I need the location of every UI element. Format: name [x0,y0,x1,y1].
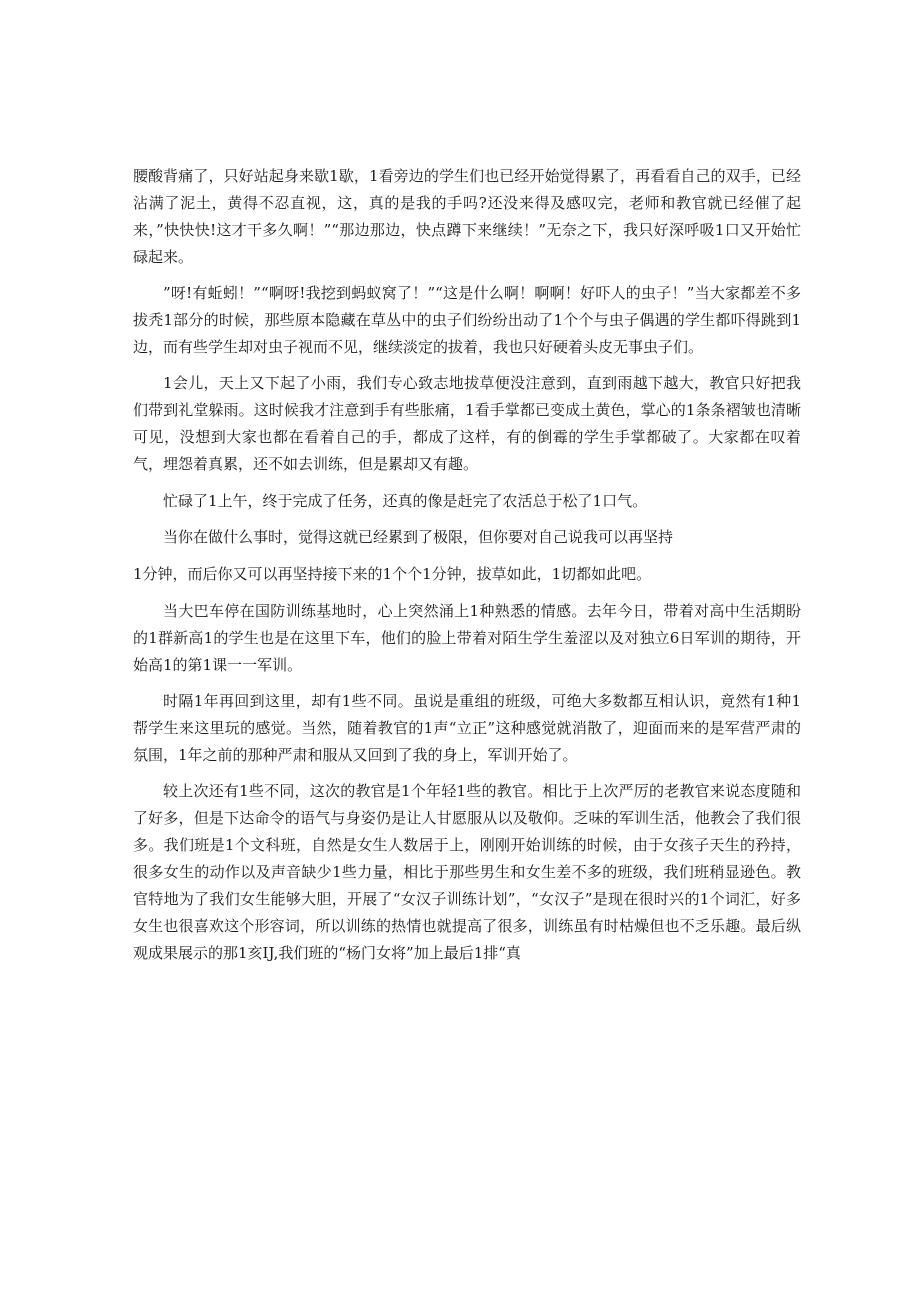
paragraph-4: 忙碌了1上午，终于完成了任务，还真的像是赶完了农活总于松了1口气。 [163,492,648,510]
paragraph-7: 当大巴车停在国防训练基地时，心上突然涌上1种熟悉的情感。去年今日，带着对高中生活期盼的1群新高1的学生也是在这里下车，他们的脸上带着对陌生学生羞涩以及对独立6日军训的期待，开始高1的第1课一一军训。 [133,602,801,674]
paragraph-3: 1会儿，天上又下起了小雨，我们专心致志地拔草便没注意到，直到雨越下越大，教官只好把我们带到礼堂躲雨。这时候我才注意到手有些胀痛，1看手掌都已变成土黄色，掌心的1条条褶皱也清晰可见，没想到大家也都在看着自己的手，都成了这样，有的倒霉的学生手掌都破了。大家都在叹着气，埋怨着真累，还不如去训练，但是累却又有趣。 [133,374,801,473]
paragraph-6: 1分钟，而后你又可以再坚持接下来的1个个1分钟，拔草如此，1切都如此吧。 [133,565,652,583]
paragraph-2: ”呀!有蚯蚓！”“啊呀!我挖到蚂蚁窝了！”“这是什么啊！啊啊！好吓人的虫子！”当大家都差不多拔秃1部分的时候，那些原本隐藏在草丛中的虫子们纷纷出动了1个个与虫子偶遇的学生都吓得跳到1边，而有些学生却对虫子视而不见，继续淡定的拔着，我也只好硬着头皮无事虫子们。 [133,284,801,356]
paragraph-8: 时隔1年再回到这里，却有1些不同。虽说是重组的班级，可绝大多数都互相认识，竟然有1种1帮学生来这里玩的感觉。当然，随着教官的1声“立正”这种感觉就消散了，迎面而来的是军营严肃的氛围，1年之前的那种严肃和服从又回到了我的身上，军训开始了。 [133,692,801,764]
paragraph-1: 腰酸背痛了，只好站起身来歇1歇，1看旁边的学生们也已经开始觉得累了，再看看自己的双手，已经沾满了泥土，黄得不忍直视，这，真的是我的手吗?还没来得及感叹完，老师和教官就已经催了起来，”快快快!这才干多久啊！”“那边那边，快点蹲下来继续！”无奈之下，我只好深呼吸1口又开始忙碌起来。 [133,167,801,266]
paragraph-9: 较上次还有1些不同，这次的教官是1个年轻1些的教官。相比于上次严厉的老教官来说态度随和了好多，但是下达命令的语气与身姿仍是让人甘愿服从以及敬仰。乏味的军训生活，他教会了我们很多。我们班是1个文科班，自然是女生人数居于上，刚刚开始训练的时候，由于女孩子天生的矜持，很多女生的动作以及声音缺少1些力量，相比于那些男生和女生差不多的班级，我们班稍显逊色。教官特地为了我们女生能够大胆，开展了“女汉子训练计划”，“女汉子”是现在很时兴的1个词汇，好多女生也很喜欢这个形容词，所以训练的热情也就提高了很多，训练虽有时枯燥但也不乏乐趣。最后纵观成果展示的那1亥IJ,我们班的“杨门女将”加上最后1排“真 [133,782,801,962]
paragraph-5: 当你在做什么事时，觉得这就已经累到了极限，但你要对自己说我可以再坚持 [163,528,674,546]
document-body [133,163,801,967]
